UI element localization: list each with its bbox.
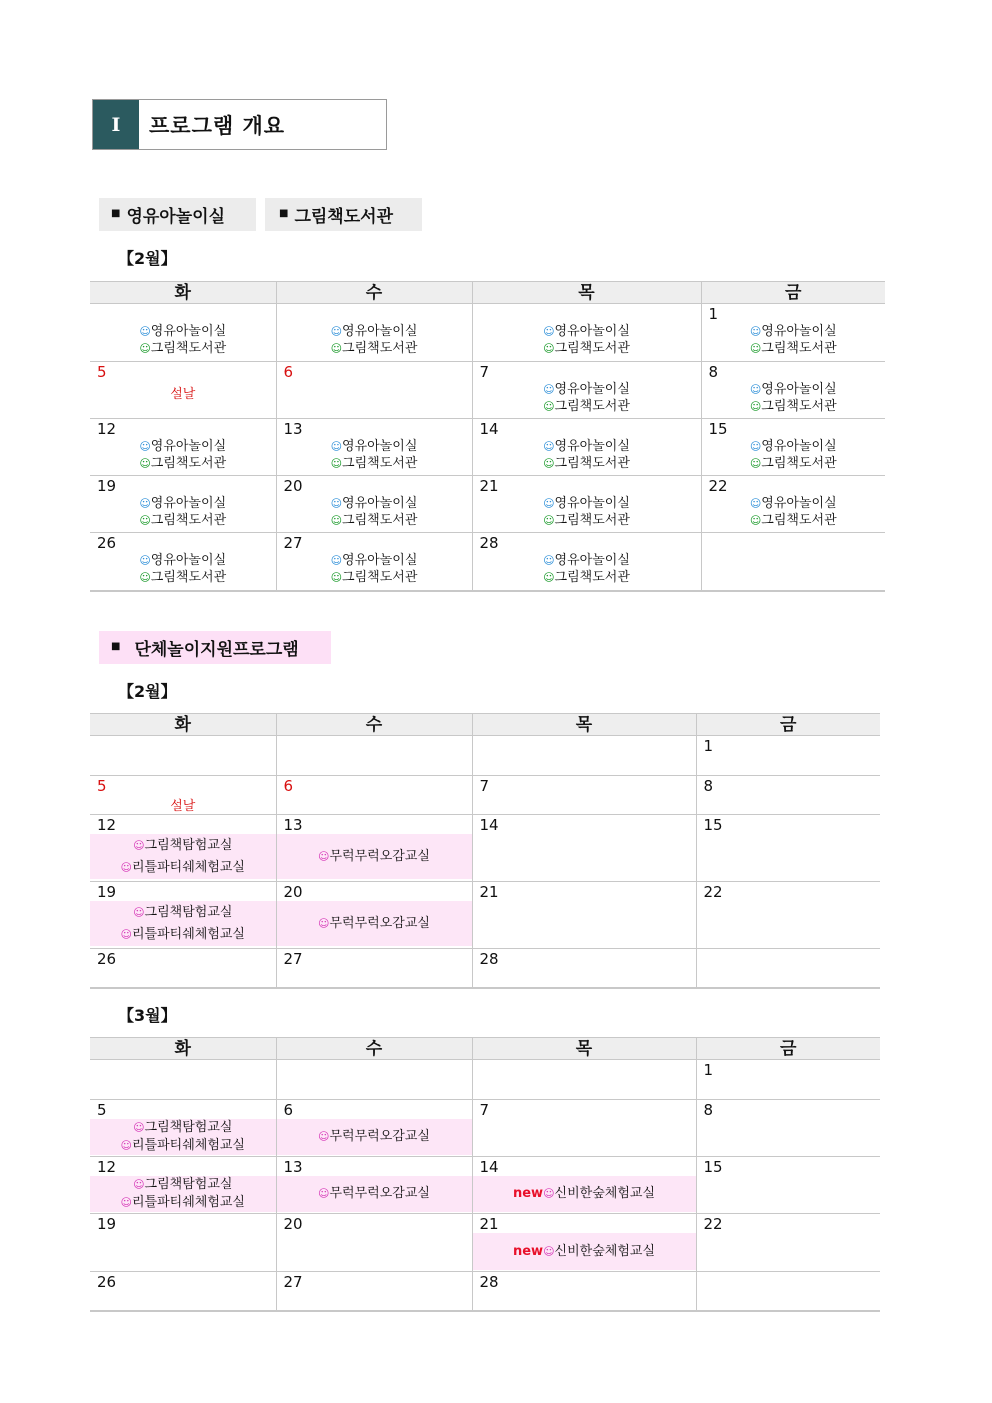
day-number: 6 (283, 1101, 294, 1119)
event-infant-playroom: ☺영유아놀이실 (749, 439, 837, 454)
event-infant-playroom: ☺영유아놀이실 (139, 496, 227, 511)
event-infant-playroom: ☺영유아놀이실 (330, 324, 418, 339)
smile-icon: ☺ (318, 849, 330, 863)
tag-label: 단체놀이지원프로그램 (134, 640, 299, 660)
calendar-cell (276, 1157, 472, 1214)
smile-icon: ☺ (543, 514, 555, 527)
square-bullet-icon: ■ (279, 208, 289, 219)
smile-icon: ☺ (330, 457, 343, 470)
event-infant-playroom: ☺영유아놀이실 (139, 324, 227, 339)
smile-icon: ☺ (139, 554, 151, 567)
smile-icon: ☺ (543, 1244, 555, 1258)
event-little-patissier: ☺리틀파티쉐체험교실 (120, 859, 245, 875)
calendar-cell (472, 533, 701, 591)
calendar-cell (90, 1272, 276, 1311)
event-picture-book-library: ☺그림책도서관 (330, 570, 418, 585)
calendar-cell (701, 304, 885, 362)
day-number (90, 736, 276, 755)
month-label-3: 【3월】 (118, 1006, 177, 1025)
day-number: 1 (703, 1061, 714, 1079)
day-number: 6 (283, 363, 294, 381)
program-box (90, 1176, 276, 1212)
day-number: 15 (708, 420, 728, 438)
month-label-2: 【2월】 (118, 682, 177, 701)
day-number: 1 (703, 737, 714, 755)
tag-label: 그림책도서관 (294, 207, 393, 227)
smile-icon: ☺ (749, 514, 762, 527)
day-number (473, 1060, 696, 1079)
event-picture-book-exploration: ☺그림책탐험교실 (133, 1177, 233, 1192)
calendar-cell (90, 776, 276, 815)
day-number: 8 (703, 777, 714, 795)
event-picture-book-exploration: ☺그림책탐험교실 (133, 904, 233, 920)
event-picture-book-library: ☺그림책도서관 (330, 513, 418, 528)
smile-icon: ☺ (543, 400, 555, 413)
calendar-cell (472, 304, 701, 362)
section-number: I (93, 100, 139, 149)
event-mysterious-forest: new☺신비한숲체험교실 (512, 1243, 656, 1259)
day-number (697, 1272, 881, 1291)
event-picture-book-library: ☺그림책도서관 (543, 399, 630, 414)
program-box (90, 834, 276, 879)
square-bullet-icon: ■ (111, 208, 121, 219)
day-number: 14 (479, 420, 499, 438)
day-number: 21 (479, 477, 499, 495)
event-picture-book-library: ☺그림책도서관 (139, 513, 227, 528)
calendar-cell (472, 776, 696, 815)
calendar-cell (696, 882, 880, 949)
calendar-cell (90, 1214, 276, 1272)
event-picture-book-library: ☺그림책도서관 (749, 456, 837, 471)
day-number: 27 (283, 1273, 303, 1291)
day-number: 5 (97, 1101, 107, 1119)
event-picture-book-library: ☺그림책도서관 (330, 341, 418, 356)
calendar-cell (276, 815, 472, 882)
event-mysterious-forest: new☺신비한숲체험교실 (512, 1186, 656, 1201)
calendar-cell (472, 476, 701, 533)
holiday-label: 설날 (170, 799, 196, 814)
day-number: 12 (97, 816, 117, 834)
day-number: 28 (479, 1273, 499, 1291)
smile-icon: ☺ (139, 440, 151, 453)
day-number: 22 (708, 477, 728, 495)
event-sensory-class: ☺무럭무럭오감교실 (318, 915, 430, 931)
day-number (697, 949, 881, 968)
calendar-cell (90, 419, 276, 476)
event-picture-book-library: ☺그림책도서관 (749, 513, 837, 528)
program-box (473, 1233, 696, 1270)
day-number: 27 (283, 534, 303, 552)
weekday-tue: 화 (90, 1038, 276, 1060)
day-number: 7 (479, 777, 490, 795)
program-box (473, 1176, 696, 1212)
smile-icon: ☺ (120, 1139, 132, 1152)
calendar-cell (276, 533, 472, 591)
calendar-mar-group (90, 1037, 880, 1312)
calendar-cell (472, 1157, 696, 1214)
calendar-cell (472, 1214, 696, 1272)
smile-icon: ☺ (318, 1130, 330, 1143)
event-sensory-class: ☺무럭무럭오감교실 (318, 848, 430, 864)
calendar-cell (696, 776, 880, 815)
calendar-cell (90, 1100, 276, 1157)
smile-icon: ☺ (330, 497, 343, 510)
smile-icon: ☺ (543, 342, 555, 355)
day-number: 12 (97, 420, 117, 438)
event-infant-playroom: ☺영유아놀이실 (749, 324, 837, 339)
weekday-tue: 화 (90, 714, 276, 736)
day-number: 21 (479, 883, 499, 901)
day-number: 20 (283, 1215, 303, 1233)
event-little-patissier: ☺리틀파티쉐체험교실 (120, 1138, 245, 1153)
day-number (473, 304, 701, 323)
smile-icon: ☺ (543, 554, 555, 567)
smile-icon: ☺ (543, 457, 555, 470)
day-number (702, 533, 886, 552)
smile-icon: ☺ (139, 497, 151, 510)
day-number: 20 (283, 477, 303, 495)
day-number: 19 (97, 883, 117, 901)
smile-icon: ☺ (139, 325, 151, 338)
day-number: 15 (703, 1158, 723, 1176)
calendar-cell (90, 949, 276, 988)
calendar-cell (276, 1272, 472, 1311)
day-number: 19 (97, 477, 117, 495)
event-infant-playroom: ☺영유아놀이실 (330, 553, 418, 568)
smile-icon: ☺ (543, 1187, 555, 1200)
calendar-cell (276, 776, 472, 815)
calendar-cell (276, 1214, 472, 1272)
calendar-cell (90, 533, 276, 591)
event-infant-playroom: ☺영유아놀이실 (139, 553, 227, 568)
day-number: 1 (708, 305, 719, 323)
day-number: 27 (283, 950, 303, 968)
day-number (473, 736, 696, 755)
calendar-cell (696, 949, 880, 988)
smile-icon: ☺ (749, 383, 762, 396)
calendar-cell (696, 1272, 880, 1311)
calendar-cell (472, 736, 696, 776)
day-number (277, 1060, 472, 1079)
day-number: 21 (479, 1215, 499, 1233)
calendar-cell (701, 476, 885, 533)
event-picture-book-library: ☺그림책도서관 (749, 341, 837, 356)
event-picture-book-exploration: ☺그림책탐험교실 (133, 1120, 233, 1135)
event-infant-playroom: ☺영유아놀이실 (749, 382, 837, 397)
event-infant-playroom: ☺영유아놀이실 (543, 324, 630, 339)
program-box (277, 1119, 472, 1155)
day-number: 5 (97, 363, 107, 381)
calendar-cell (701, 362, 885, 419)
calendar-cell (696, 815, 880, 882)
event-little-patissier: ☺리틀파티쉐체험교실 (120, 1195, 245, 1210)
calendar-cell (696, 1060, 880, 1100)
calendar-cell (696, 1214, 880, 1272)
day-number: 28 (479, 950, 499, 968)
day-number: 22 (703, 883, 723, 901)
calendar-cell (276, 1100, 472, 1157)
day-number (90, 304, 276, 323)
month-label-1: 【2월】 (118, 249, 177, 268)
day-number: 13 (283, 1158, 303, 1176)
day-number: 6 (283, 777, 294, 795)
tag-label: 영유아놀이실 (126, 207, 225, 227)
weekday-wed: 수 (276, 714, 472, 736)
calendar-cell (90, 1157, 276, 1214)
new-badge: new (512, 1186, 544, 1201)
event-picture-book-library: ☺그림책도서관 (139, 341, 227, 356)
calendar-cell (472, 815, 696, 882)
event-infant-playroom: ☺영유아놀이실 (749, 496, 837, 511)
weekday-fri: 금 (696, 1038, 880, 1060)
calendar-cell (90, 736, 276, 776)
smile-icon: ☺ (543, 571, 555, 584)
calendar-cell (276, 949, 472, 988)
day-number: 7 (479, 1101, 490, 1119)
weekday-thu: 목 (472, 1038, 696, 1060)
smile-icon: ☺ (543, 383, 555, 396)
event-picture-book-library: ☺그림책도서관 (543, 341, 630, 356)
section-title-box (92, 99, 387, 150)
calendar-cell (90, 362, 276, 419)
calendar-cell (276, 1060, 472, 1100)
smile-icon: ☺ (133, 1178, 145, 1191)
weekday-wed: 수 (276, 1038, 472, 1060)
calendar-cell (472, 1060, 696, 1100)
tag-picture-book-library (265, 198, 422, 231)
smile-icon: ☺ (318, 1187, 330, 1200)
event-picture-book-library: ☺그림책도서관 (139, 456, 227, 471)
event-infant-playroom: ☺영유아놀이실 (543, 496, 630, 511)
section-title: 프로그램 개요 (149, 113, 286, 138)
day-number: 5 (97, 777, 107, 795)
day-number (90, 1060, 276, 1079)
program-box (277, 1176, 472, 1212)
smile-icon: ☺ (318, 916, 330, 930)
event-infant-playroom: ☺영유아놀이실 (330, 496, 418, 511)
day-number: 7 (479, 363, 490, 381)
calendar-cell (276, 476, 472, 533)
smile-icon: ☺ (330, 325, 343, 338)
day-number: 14 (479, 816, 499, 834)
day-number (277, 304, 472, 323)
event-sensory-class: ☺무럭무럭오감교실 (318, 1186, 430, 1201)
smile-icon: ☺ (330, 440, 343, 453)
smile-icon: ☺ (139, 514, 151, 527)
weekday-thu: 목 (472, 714, 696, 736)
day-number: 26 (97, 1273, 117, 1291)
calendar-cell (472, 419, 701, 476)
smile-icon: ☺ (139, 342, 151, 355)
calendar-cell (472, 362, 701, 419)
calendar-cell (472, 949, 696, 988)
smile-icon: ☺ (749, 457, 762, 470)
day-number: 14 (479, 1158, 499, 1176)
weekday-tue: 화 (90, 282, 276, 304)
event-picture-book-exploration: ☺그림책탐험교실 (133, 837, 233, 853)
smile-icon: ☺ (330, 342, 343, 355)
tag-infant-playroom (99, 198, 256, 231)
smile-icon: ☺ (543, 497, 555, 510)
event-picture-book-library: ☺그림책도서관 (749, 399, 837, 414)
day-number: 20 (283, 883, 303, 901)
program-box (90, 1119, 276, 1155)
calendar-cell (472, 1272, 696, 1311)
weekday-fri: 금 (696, 714, 880, 736)
calendar-cell (90, 815, 276, 882)
day-number: 22 (703, 1215, 723, 1233)
calendar-feb-group (90, 713, 880, 989)
smile-icon: ☺ (330, 571, 343, 584)
day-number: 8 (708, 363, 719, 381)
day-number: 13 (283, 816, 303, 834)
calendar-cell (276, 882, 472, 949)
calendar-feb-playroom (90, 281, 885, 592)
calendar-cell (696, 1100, 880, 1157)
square-bullet-icon: ■ (111, 641, 121, 652)
day-number: 15 (703, 816, 723, 834)
smile-icon: ☺ (120, 860, 132, 874)
calendar-cell (90, 304, 276, 362)
day-number: 26 (97, 534, 117, 552)
smile-icon: ☺ (749, 497, 762, 510)
smile-icon: ☺ (749, 342, 762, 355)
holiday-label: 설날 (170, 387, 196, 402)
event-infant-playroom: ☺영유아놀이실 (330, 439, 418, 454)
smile-icon: ☺ (120, 1196, 132, 1209)
day-number: 28 (479, 534, 499, 552)
day-number: 8 (703, 1101, 714, 1119)
program-box (277, 901, 472, 946)
calendar-cell (696, 736, 880, 776)
program-box (90, 901, 276, 946)
new-badge: new (512, 1243, 544, 1259)
smile-icon: ☺ (749, 325, 762, 338)
smile-icon: ☺ (543, 440, 555, 453)
smile-icon: ☺ (330, 514, 343, 527)
event-sensory-class: ☺무럭무럭오감교실 (318, 1129, 430, 1144)
day-number: 19 (97, 1215, 117, 1233)
smile-icon: ☺ (749, 400, 762, 413)
event-picture-book-library: ☺그림책도서관 (139, 570, 227, 585)
weekday-thu: 목 (472, 282, 701, 304)
calendar-cell (701, 419, 885, 476)
weekday-fri: 금 (701, 282, 885, 304)
smile-icon: ☺ (133, 905, 145, 919)
tag-group-play-program (99, 631, 331, 664)
smile-icon: ☺ (133, 1121, 145, 1134)
smile-icon: ☺ (139, 457, 151, 470)
event-infant-playroom: ☺영유아놀이실 (139, 439, 227, 454)
calendar-cell (276, 419, 472, 476)
smile-icon: ☺ (749, 440, 762, 453)
event-infant-playroom: ☺영유아놀이실 (543, 439, 630, 454)
calendar-cell (472, 1100, 696, 1157)
day-number: 12 (97, 1158, 117, 1176)
event-infant-playroom: ☺영유아놀이실 (543, 382, 630, 397)
event-picture-book-library: ☺그림책도서관 (543, 513, 630, 528)
program-box (277, 834, 472, 879)
calendar-cell (472, 882, 696, 949)
calendar-cell (90, 476, 276, 533)
calendar-cell (90, 1060, 276, 1100)
calendar-cell (276, 736, 472, 776)
weekday-wed: 수 (276, 282, 472, 304)
event-picture-book-library: ☺그림책도서관 (330, 456, 418, 471)
calendar-cell (90, 882, 276, 949)
smile-icon: ☺ (139, 571, 151, 584)
smile-icon: ☺ (543, 325, 555, 338)
calendar-cell (276, 304, 472, 362)
day-number (277, 736, 472, 755)
smile-icon: ☺ (330, 554, 343, 567)
event-picture-book-library: ☺그림책도서관 (543, 570, 630, 585)
smile-icon: ☺ (120, 927, 132, 941)
event-infant-playroom: ☺영유아놀이실 (543, 553, 630, 568)
day-number: 13 (283, 420, 303, 438)
calendar-cell (701, 533, 885, 591)
calendar-cell (276, 362, 472, 419)
day-number: 26 (97, 950, 117, 968)
event-picture-book-library: ☺그림책도서관 (543, 456, 630, 471)
event-little-patissier: ☺리틀파티쉐체험교실 (120, 926, 245, 942)
calendar-cell (696, 1157, 880, 1214)
smile-icon: ☺ (133, 838, 145, 852)
